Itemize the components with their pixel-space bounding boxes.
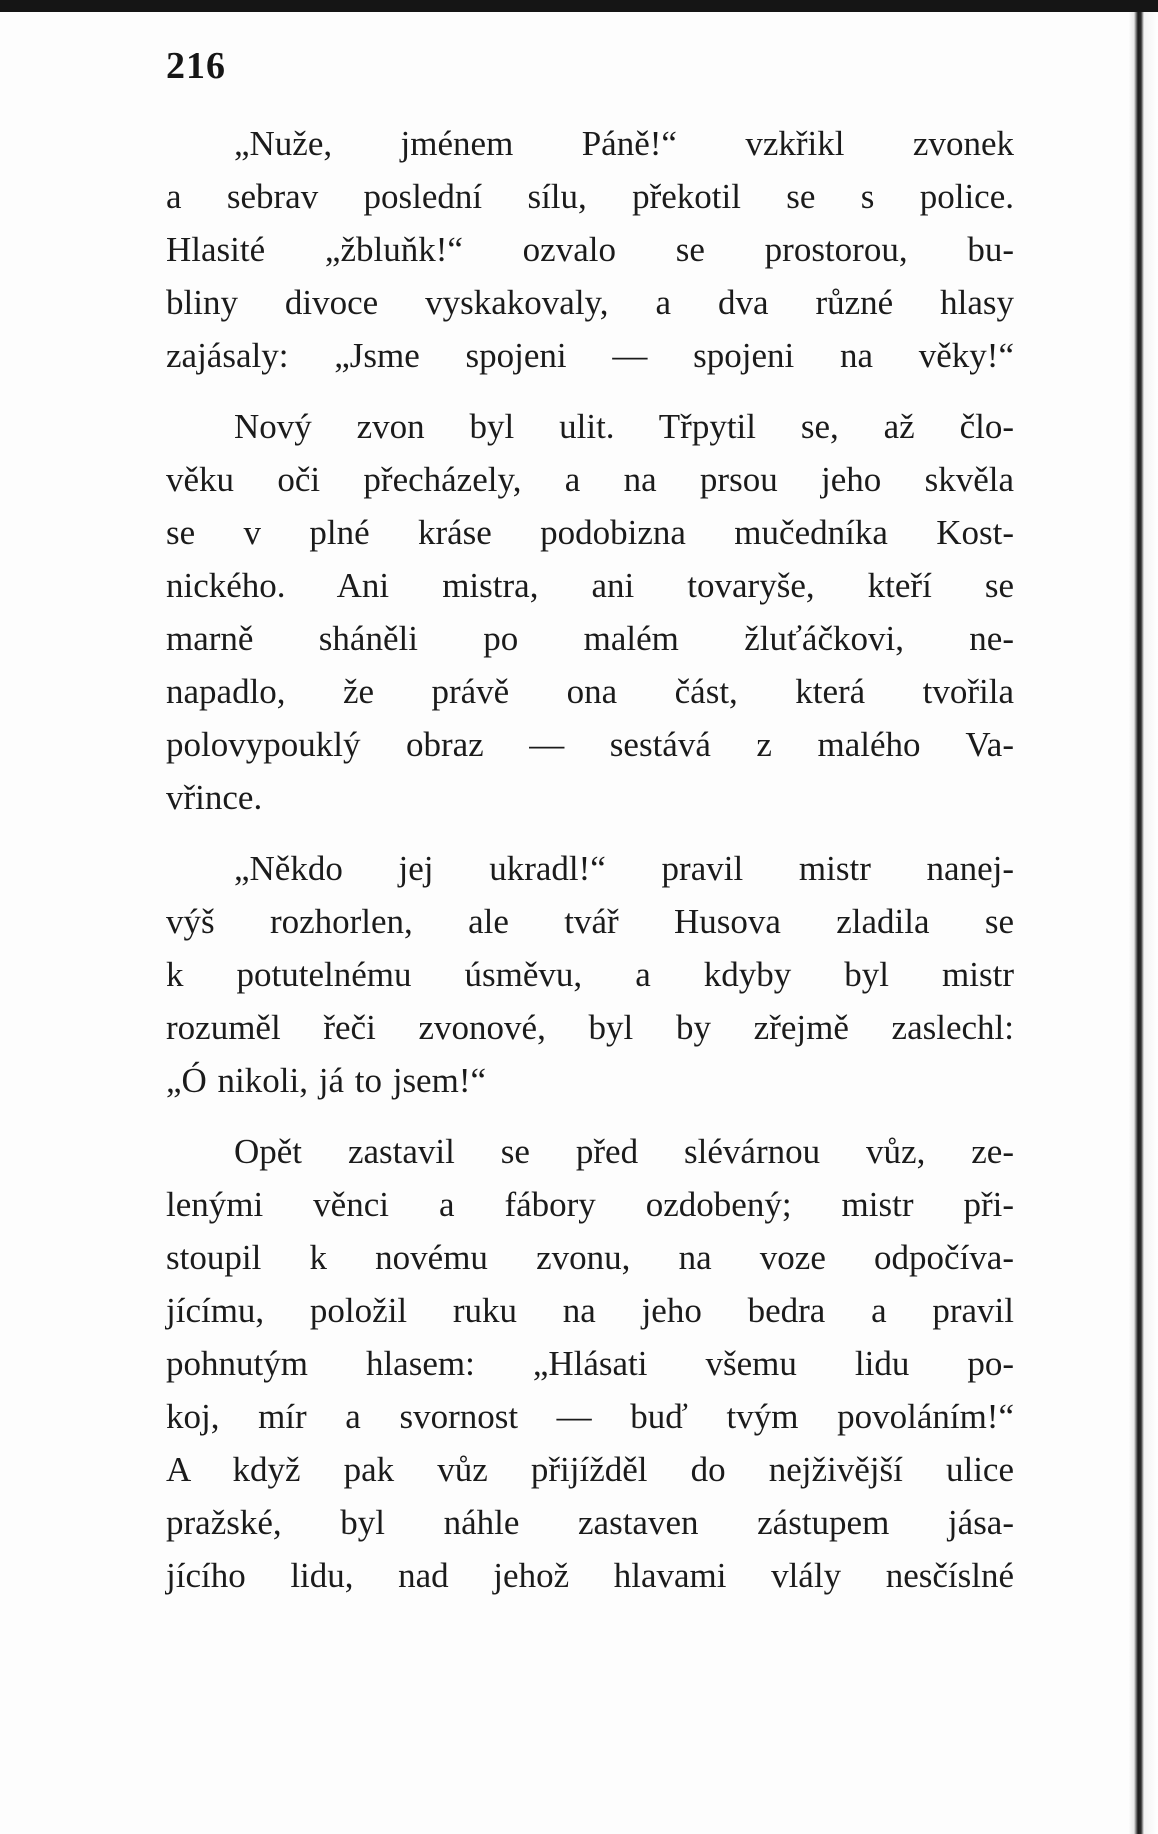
- text-line: „Někdo jej ukradl!“ pravil mistr nanej-: [234, 849, 1014, 888]
- page-number: 216: [166, 45, 226, 87]
- text-line: a sebrav poslední sílu, překotil se s police.: [166, 177, 1014, 216]
- text-line: „Ó nikoli, já to jsem!“: [166, 1061, 487, 1100]
- text-line: rozuměl řeči zvonové, byl by zřejmě zaslechl:: [166, 1008, 1014, 1047]
- text-line: Opět zastavil se před slévárnou vůz, ze-: [234, 1132, 1014, 1171]
- text-line: k potutelnému úsměvu, a kdyby byl mistr: [166, 955, 1014, 994]
- text-line: Hlasité „žbluňk!“ ozvalo se prostorou, bu-: [166, 230, 1014, 269]
- text-line: bliny divoce vyskakovaly, a dva různé hlasy: [166, 283, 1014, 322]
- text-line: marně sháněli po malém žluťáčkovi, ne-: [166, 619, 1014, 658]
- text-line: „Nuže, jménem Páně!“ vzkřikl zvonek: [234, 124, 1014, 163]
- paragraph-1: [166, 117, 1014, 382]
- text-line: A když pak vůz přijížděl do nejživější ulice: [166, 1450, 1014, 1489]
- text-line: nického. Ani mistra, ani tovaryše, kteří se: [166, 566, 1014, 605]
- text-line: věku oči přecházely, a na prsou jeho skvěla: [166, 460, 1014, 499]
- text-line: lenými věnci a fábory ozdobený; mistr při-: [166, 1185, 1014, 1224]
- scan-right-edge: [1128, 12, 1158, 1834]
- text-line: zajásaly: „Jsme spojeni — spojeni na věky!“: [166, 336, 1014, 375]
- text-line: se v plné kráse podobizna mučedníka Kost-: [166, 513, 1014, 552]
- text-line: pohnutým hlasem: „Hlásati všemu lidu po-: [166, 1344, 1014, 1383]
- paragraph-2: [166, 400, 1014, 824]
- paragraph-4: [166, 1125, 1014, 1602]
- text-line: polovypouklý obraz — sestává z malého Va-: [166, 725, 1014, 764]
- text-line: pražské, byl náhle zastaven zástupem jása-: [166, 1503, 1014, 1542]
- page-text: [166, 117, 1014, 1602]
- text-line: koj, mír a svornost — buď tvým povoláním!“: [166, 1397, 1014, 1436]
- text-line: napadlo, že právě ona část, která tvořila: [166, 672, 1014, 711]
- text-line: Nový zvon byl ulit. Třpytil se, až člo-: [234, 407, 1014, 446]
- text-line: vřince.: [166, 778, 263, 817]
- text-line: výš rozhorlen, ale tvář Husova zladila se: [166, 902, 1014, 941]
- scan-top-edge: [0, 0, 1158, 12]
- text-line: jícího lidu, nad jehož hlavami vlály nesčíslné: [166, 1556, 1014, 1595]
- text-line: stoupil k novému zvonu, na voze odpočíva-: [166, 1238, 1014, 1277]
- paragraph-3: [166, 842, 1014, 1107]
- text-line: jícímu, položil ruku na jeho bedra a pravil: [166, 1291, 1014, 1330]
